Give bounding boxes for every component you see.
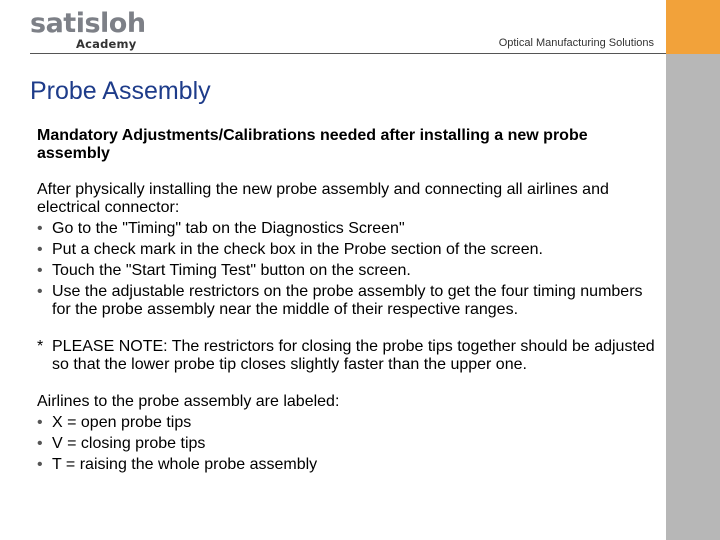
slide-content [37,127,657,493]
section-subheading: Mandatory Adjustments/Calibrations needed after installing a new probe assembly [37,127,588,162]
intro-paragraph: After physically installing the new probe assembly and connecting all airlines and electrical connector: [37,181,609,216]
list-item: • Use the adjustable restrictors on the probe assembly to get the four timing numbers for the probe assembly near the middle of their respective ranges. [37,283,657,319]
please-note [37,338,657,374]
logo-wordmark: satisloh [30,8,146,39]
right-sidebar-bar [666,54,720,540]
airlines-intro: Airlines to the probe assembly are labeled: [37,393,340,410]
list-item: • T = raising the whole probe assembly [37,456,657,474]
steps-list [37,220,657,319]
airlines-list [37,414,657,474]
orange-corner-block [666,0,720,54]
note-marker: * [37,338,44,355]
header-divider [30,53,666,54]
satisloh-logo [30,8,150,52]
list-item: • Touch the "Start Timing Test" button on the screen. [37,262,657,280]
list-item: • Go to the "Timing" tab on the Diagnostics Screen" [37,220,657,238]
note-text: PLEASE NOTE: The restrictors for closing the probe tips together should be adjusted so that the lower probe tip closes slightly faster than the upper one. [52,338,655,373]
list-item: • Put a check mark in the check box in the Probe section of the screen. [37,241,657,259]
list-item: • X = open probe tips [37,414,657,432]
logo-subtitle: Academy [76,37,137,51]
page-title: Probe Assembly [30,77,211,105]
header-tagline: Optical Manufacturing Solutions [498,37,654,49]
list-item: • V = closing probe tips [37,435,657,453]
